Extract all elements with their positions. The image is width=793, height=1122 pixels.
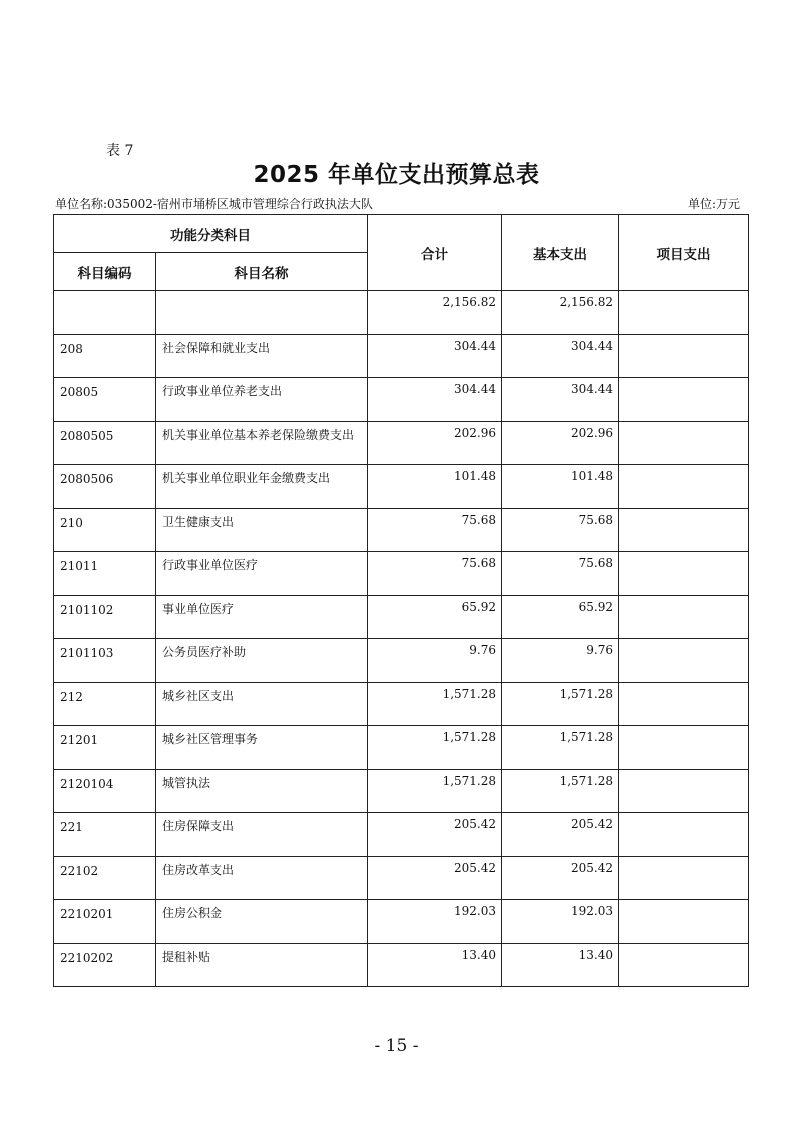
page-number: - 15 - (374, 1036, 419, 1056)
cell-project (619, 900, 749, 944)
cell-name: 事业单位医疗 (156, 595, 368, 639)
cell-basic: 202.96 (502, 421, 619, 465)
cell-name: 城乡社区支出 (156, 682, 368, 726)
cell-basic: 9.76 (502, 639, 619, 683)
table-row (54, 465, 749, 509)
table-row (54, 682, 749, 726)
cell-basic: 13.40 (502, 943, 619, 987)
cell-basic: 304.44 (502, 378, 619, 422)
cell-code: 2210202 (54, 943, 156, 987)
table-body (54, 291, 749, 987)
table-row (54, 421, 749, 465)
cell-name: 住房保障支出 (156, 813, 368, 857)
cell-total: 205.42 (368, 856, 502, 900)
table-row (54, 378, 749, 422)
cell-code: 2210201 (54, 900, 156, 944)
cell-project (619, 769, 749, 813)
cell-total: 65.92 (368, 595, 502, 639)
budget-table (53, 214, 749, 987)
cell-basic: 205.42 (502, 813, 619, 857)
cell-name: 机关事业单位职业年金缴费支出 (156, 465, 368, 509)
table-row (54, 813, 749, 857)
cell-project (619, 421, 749, 465)
cell-name: 城管执法 (156, 769, 368, 813)
table-row (54, 508, 749, 552)
table-row (54, 595, 749, 639)
cell-total: 2,156.82 (368, 291, 502, 335)
cell-name: 行政事业单位医疗 (156, 552, 368, 596)
cell-project (619, 813, 749, 857)
table-row (54, 943, 749, 987)
cell-name: 住房公积金 (156, 900, 368, 944)
cell-basic: 1,571.28 (502, 726, 619, 770)
header-name: 科目名称 (156, 253, 368, 291)
cell-name: 社会保障和就业支出 (156, 334, 368, 378)
cell-code: 210 (54, 508, 156, 552)
cell-name: 提租补贴 (156, 943, 368, 987)
header-code: 科目编码 (54, 253, 156, 291)
cell-total: 1,571.28 (368, 726, 502, 770)
cell-total: 202.96 (368, 421, 502, 465)
cell-basic: 2,156.82 (502, 291, 619, 335)
cell-total: 205.42 (368, 813, 502, 857)
cell-project (619, 856, 749, 900)
cell-basic: 205.42 (502, 856, 619, 900)
cell-total: 9.76 (368, 639, 502, 683)
cell-name: 行政事业单位养老支出 (156, 378, 368, 422)
cell-code: 212 (54, 682, 156, 726)
table-row (54, 334, 749, 378)
cell-basic: 65.92 (502, 595, 619, 639)
cell-total: 13.40 (368, 943, 502, 987)
cell-code: 20805 (54, 378, 156, 422)
cell-code: 2101103 (54, 639, 156, 683)
cell-basic: 75.68 (502, 552, 619, 596)
cell-total: 101.48 (368, 465, 502, 509)
cell-code: 208 (54, 334, 156, 378)
cell-code: 2080506 (54, 465, 156, 509)
cell-project (619, 465, 749, 509)
cell-project (619, 508, 749, 552)
cell-project (619, 595, 749, 639)
table-row (54, 291, 749, 335)
cell-code: 21011 (54, 552, 156, 596)
cell-total: 192.03 (368, 900, 502, 944)
header-project: 项目支出 (619, 215, 749, 291)
cell-project (619, 552, 749, 596)
cell-project (619, 291, 749, 335)
table-header (54, 215, 749, 291)
cell-project (619, 378, 749, 422)
cell-total: 304.44 (368, 334, 502, 378)
cell-basic: 101.48 (502, 465, 619, 509)
cell-project (619, 639, 749, 683)
table-row (54, 639, 749, 683)
cell-basic: 75.68 (502, 508, 619, 552)
currency-unit: 单位:万元 (687, 197, 740, 211)
cell-project (619, 334, 749, 378)
unit-name: 单位名称:035002-宿州市埇桥区城市管理综合行政执法大队 (55, 197, 373, 211)
cell-project (619, 943, 749, 987)
header-total: 合计 (368, 215, 502, 291)
cell-total: 1,571.28 (368, 682, 502, 726)
cell-name: 机关事业单位基本养老保险缴费支出 (156, 421, 368, 465)
cell-total: 304.44 (368, 378, 502, 422)
cell-total: 1,571.28 (368, 769, 502, 813)
cell-name: 公务员医疗补助 (156, 639, 368, 683)
cell-basic: 304.44 (502, 334, 619, 378)
cell-basic: 192.03 (502, 900, 619, 944)
cell-name: 住房改革支出 (156, 856, 368, 900)
header-function-group: 功能分类科目 (54, 215, 368, 253)
cell-code (54, 291, 156, 335)
cell-project (619, 726, 749, 770)
table-row (54, 726, 749, 770)
cell-project (619, 682, 749, 726)
cell-code: 2120104 (54, 769, 156, 813)
cell-code: 2101102 (54, 595, 156, 639)
cell-name (156, 291, 368, 335)
cell-code: 21201 (54, 726, 156, 770)
cell-total: 75.68 (368, 552, 502, 596)
table-row (54, 769, 749, 813)
cell-basic: 1,571.28 (502, 769, 619, 813)
table-row (54, 552, 749, 596)
cell-code: 22102 (54, 856, 156, 900)
cell-code: 221 (54, 813, 156, 857)
table-row (54, 900, 749, 944)
cell-basic: 1,571.28 (502, 682, 619, 726)
table-number: 表 7 (106, 143, 134, 159)
cell-total: 75.68 (368, 508, 502, 552)
cell-name: 卫生健康支出 (156, 508, 368, 552)
cell-code: 2080505 (54, 421, 156, 465)
page-title: 2025 年单位支出预算总表 (253, 162, 540, 188)
table-row (54, 856, 749, 900)
header-basic: 基本支出 (502, 215, 619, 291)
cell-name: 城乡社区管理事务 (156, 726, 368, 770)
